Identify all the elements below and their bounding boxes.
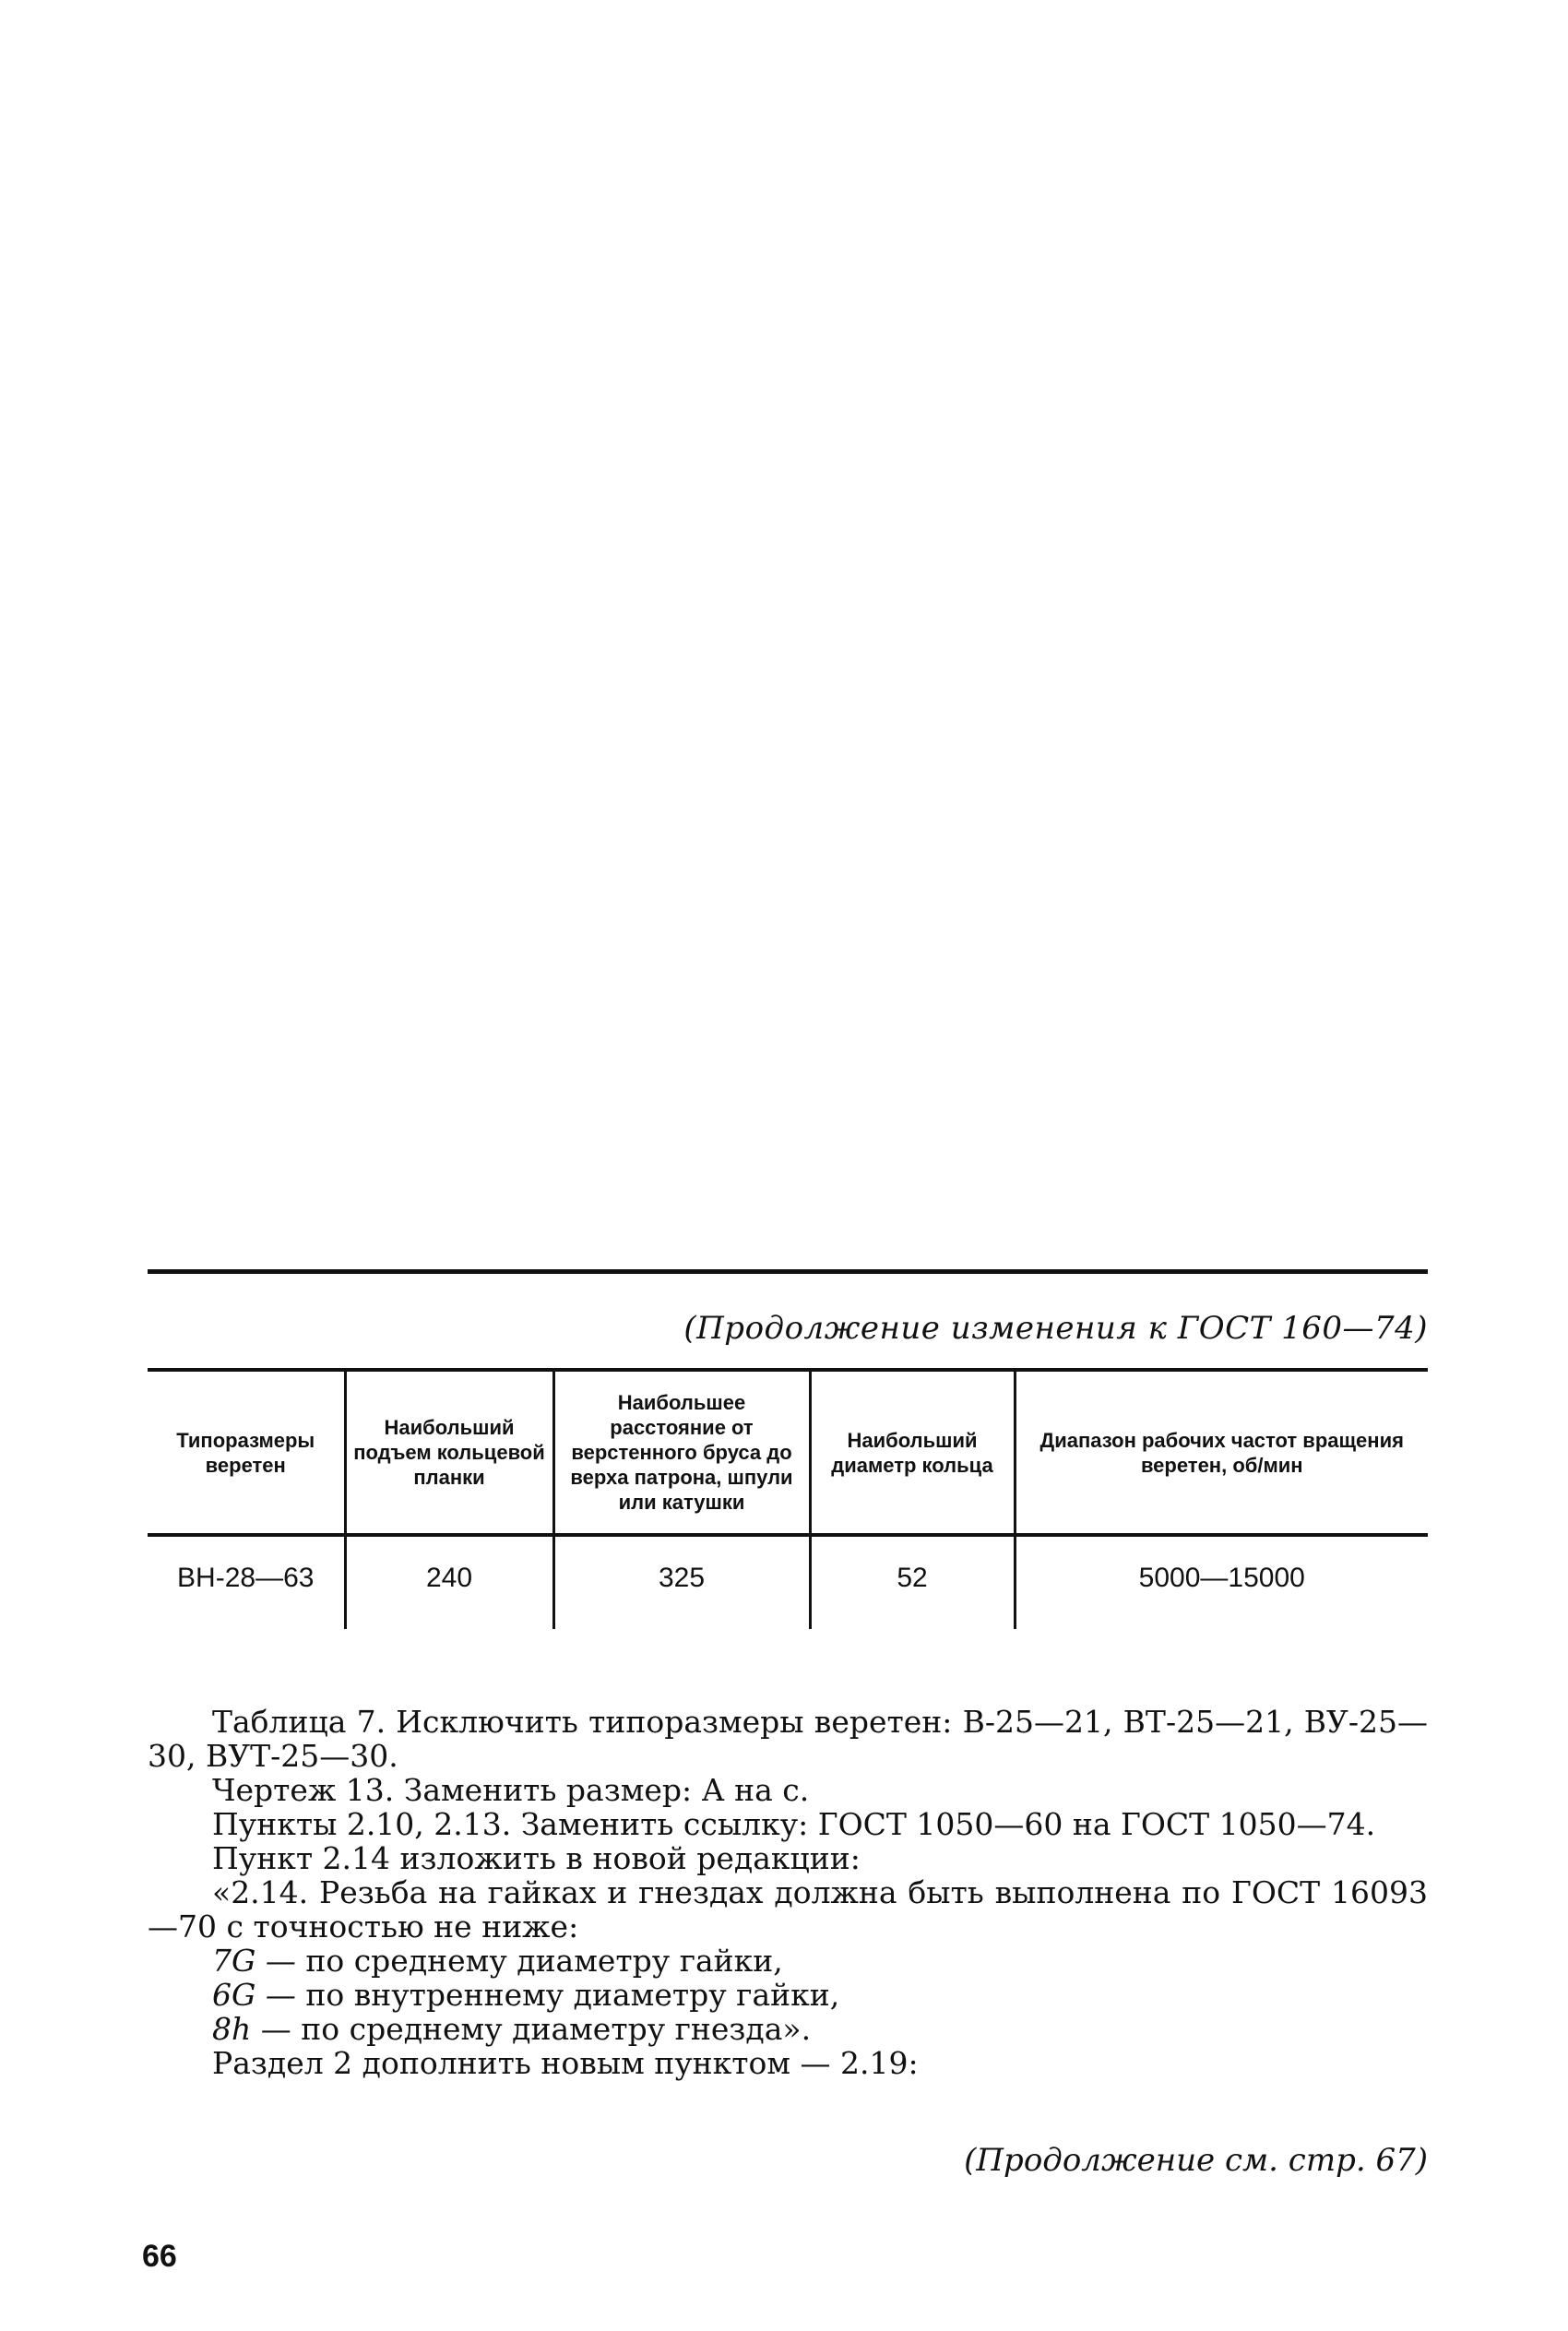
table-row — [148, 1535, 1428, 1629]
header-spindle-size: Типоразмеры веретен — [176, 1428, 315, 1477]
spindle-spec-table — [148, 1368, 1428, 1629]
body-text — [148, 1705, 1428, 2080]
paragraph-drawing13: Чертеж 13. Заменить размер: А на с. — [212, 1772, 810, 1808]
tolerance-text: — по среднему диаметру гайки, — [255, 1943, 783, 1979]
cell-speed-range: 5000—15000 — [1015, 1535, 1428, 1629]
tolerance-code: 6G — [212, 1977, 256, 2013]
tolerance-code: 7G — [212, 1943, 256, 1979]
list-item — [148, 1944, 1428, 1978]
running-head: (Продолжение изменения к ГОСТ 160—74) — [683, 1310, 1428, 1347]
paragraph-table7: Таблица 7. Исключить типоразмеры веретен: В-25—21, ВТ-25—21, ВУ-25—30, ВУТ-25—30. — [148, 1704, 1428, 1774]
paragraph-section2: Раздел 2 дополнить новым пунктом — 2.19: — [212, 2045, 919, 2081]
paragraph-clauses: Пункты 2.10, 2.13. Заменить ссылку: ГОСТ 1050—60 на ГОСТ 1050—74. — [212, 1806, 1376, 1842]
cell-max-distance: 325 — [553, 1535, 810, 1629]
header-speed-range: Диапазон рабочих частот вращения веретен, об/мин — [1015, 1370, 1428, 1535]
header-ring-rail-lift: Наибольший подъем кольцевой планки — [345, 1370, 553, 1535]
tolerance-code: 8h — [212, 2011, 252, 2047]
cell-spindle-size: ВН-28—63 — [177, 1563, 315, 1593]
table-header-row — [148, 1370, 1428, 1535]
tolerance-text: — по среднему диаметру гнезда». — [251, 2011, 812, 2047]
list-item — [148, 1978, 1428, 2012]
paragraph-clause214: Пункт 2.14 изложить в новой редакции: — [212, 1840, 861, 1876]
tolerance-text: — по внутреннему диаметру гайки, — [255, 1977, 840, 2013]
cell-ring-diameter: 52 — [810, 1535, 1015, 1629]
list-item — [148, 2012, 1428, 2046]
header-ring-diameter: Наибольший диаметр кольца — [810, 1370, 1015, 1535]
header-max-distance: Наибольшее расстояние от верстенного бруса до верха патрона, шпули или катушки — [553, 1370, 810, 1535]
cell-ring-rail-lift: 240 — [345, 1535, 553, 1629]
paragraph-thread: «2.14. Резьба на гайках и гнездах должна быть выполнена по ГОСТ 16093—70 с точностью не ниже: — [148, 1874, 1428, 1944]
page-number: 66 — [142, 2239, 177, 2274]
continuation-note: (Продолжение см. стр. 67) — [964, 2142, 1428, 2179]
top-rule — [148, 1269, 1428, 1274]
